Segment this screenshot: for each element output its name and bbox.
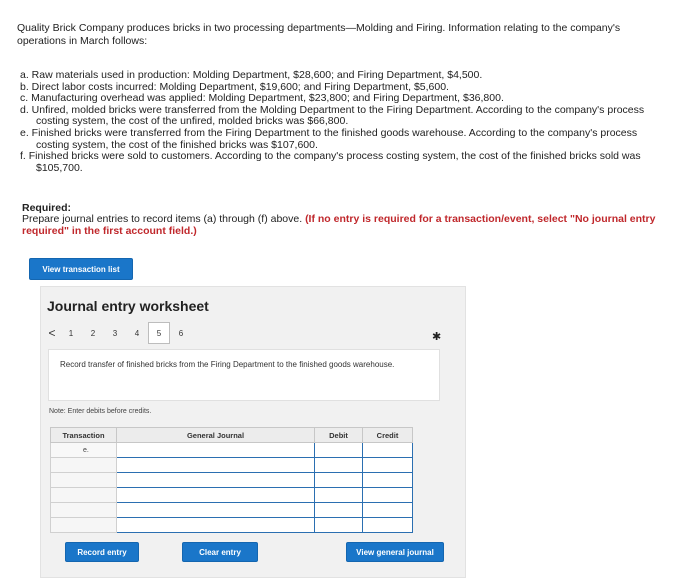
account-input[interactable]	[117, 473, 315, 488]
table-row	[51, 503, 413, 518]
tab-4[interactable]: 4	[134, 328, 140, 338]
item-b: b. Direct labor costs incurred: Molding Department, $19,600; and Firing Department, $5,600.	[20, 80, 449, 93]
credit-input[interactable]	[363, 488, 413, 503]
entry-note: Note: Enter debits before credits.	[49, 408, 152, 415]
transaction-cell	[51, 503, 117, 518]
transaction-cell	[51, 518, 117, 533]
view-transaction-list-button[interactable]: View transaction list	[29, 258, 133, 280]
item-e: e. Finished bricks were transferred from the Firing Department to the finished goods warehouse. According to the company's process costing system, the cost of the finished bricks was $107,600.	[20, 126, 638, 151]
credit-input[interactable]	[363, 443, 413, 458]
credit-input[interactable]	[363, 518, 413, 533]
worksheet-tabs	[44, 322, 192, 344]
transaction-cell	[51, 473, 117, 488]
debit-input[interactable]	[315, 443, 363, 458]
table-header-row	[51, 428, 413, 443]
account-input[interactable]	[117, 443, 315, 458]
credit-input[interactable]	[363, 458, 413, 473]
required-instruction: (If no entry is required for a transaction/event, select "No journal entry required" in the first account field.)	[22, 213, 656, 237]
tab-2[interactable]: 2	[90, 328, 96, 338]
problem-intro: Quality Brick Company produces bricks in two processing departments—Molding and Firing. Information relating to the company's operations in March follows:	[17, 22, 621, 47]
required-text	[22, 213, 662, 237]
table-row	[51, 518, 413, 533]
debit-input[interactable]	[315, 473, 363, 488]
journal-table	[50, 427, 413, 533]
view-general-journal-button[interactable]: View general journal	[346, 542, 444, 562]
tab-5[interactable]: 5	[148, 322, 170, 344]
credit-input[interactable]	[363, 473, 413, 488]
debit-input[interactable]	[315, 458, 363, 473]
worksheet-title: Journal entry worksheet	[47, 298, 209, 314]
chevron-left-icon[interactable]: <	[48, 326, 56, 340]
transaction-cell	[51, 458, 117, 473]
required-prompt: Prepare journal entries to record items (a) through (f) above.	[22, 213, 303, 225]
table-row	[51, 488, 413, 503]
tab-6[interactable]: 6	[178, 328, 184, 338]
header-credit: Credit	[363, 428, 413, 443]
credit-input[interactable]	[363, 503, 413, 518]
item-a: a. Raw materials used in production: Molding Department, $28,600; and Firing Department, $4,500.	[20, 69, 483, 81]
tab-1[interactable]: 1	[68, 328, 74, 338]
header-debit: Debit	[315, 428, 363, 443]
account-input[interactable]	[117, 503, 315, 518]
item-c: c. Manufacturing overhead was applied: Molding Department, $23,800; and Firing Department, $36,800.	[20, 92, 504, 105]
debit-input[interactable]	[315, 488, 363, 503]
account-input[interactable]	[117, 518, 315, 533]
problem-items	[20, 70, 660, 174]
account-input[interactable]	[117, 458, 315, 473]
tab-3[interactable]: 3	[112, 328, 118, 338]
debit-input[interactable]	[315, 503, 363, 518]
clear-entry-button[interactable]: Clear entry	[182, 542, 258, 562]
star-icon[interactable]: ✱	[432, 331, 442, 343]
header-general-journal: General Journal	[117, 428, 315, 443]
item-f: f. Finished bricks were sold to customers. According to the company's process costing system, the cost of the finished bricks sold was $105,700.	[20, 150, 641, 174]
header-transaction: Transaction	[51, 428, 117, 443]
debit-input[interactable]	[315, 518, 363, 533]
transaction-cell	[51, 488, 117, 503]
required-heading: Required:	[22, 202, 72, 214]
table-row	[51, 473, 413, 488]
table-row	[51, 458, 413, 473]
transaction-cell: e.	[51, 443, 117, 458]
table-row	[51, 443, 413, 458]
item-d: d. Unfired, molded bricks were transferred from the Molding Department to the Firing Department. According to the company's process costing system, the cost of the unfired, molded bricks was $66,800.	[20, 103, 645, 128]
entry-description: Record transfer of finished bricks from the Firing Department to the finished goods warehouse.	[48, 349, 440, 401]
account-input[interactable]	[117, 488, 315, 503]
record-entry-button[interactable]: Record entry	[65, 542, 139, 562]
